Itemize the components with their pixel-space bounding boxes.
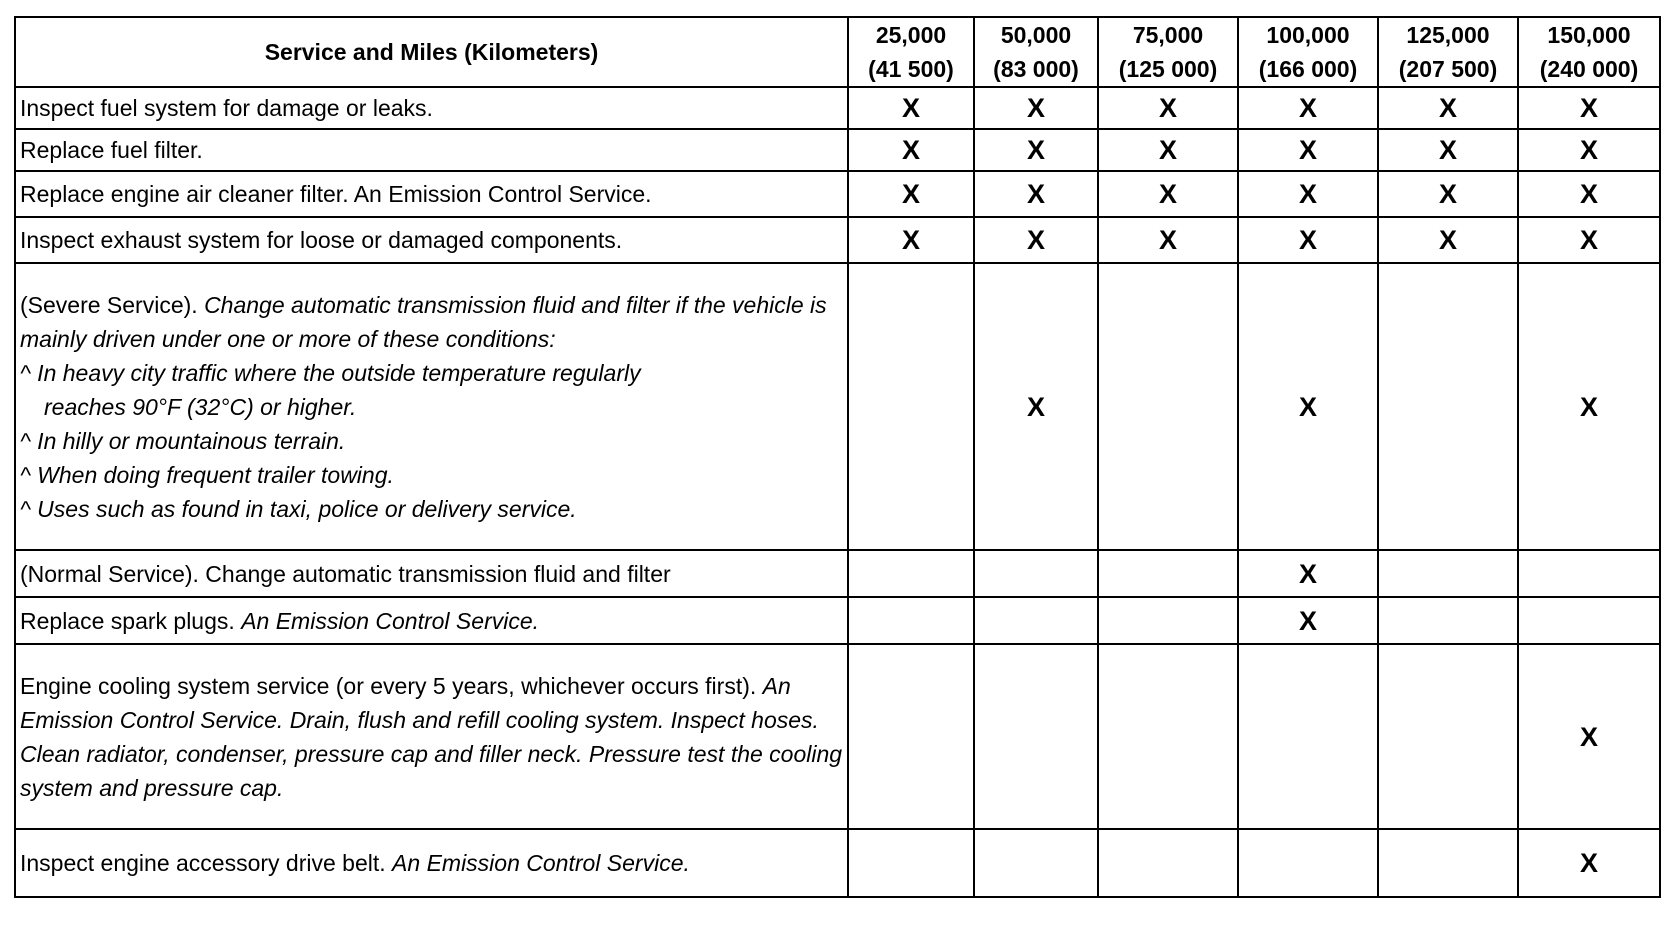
description-italic-text: An Emission Control Service. Drain, flush and refill cooling system. Inspect hoses. Clean radiator, condenser, pressure cap and filler neck. Pressure test the cooling system and pressure cap. [20,672,843,801]
interval-cell [974,644,1098,829]
check-mark-x: X [1158,135,1177,165]
check-mark-x: X [1158,225,1177,255]
interval-cell [848,550,974,597]
table-row [15,644,1660,829]
check-mark-x: X [1298,93,1317,123]
interval-cell [1378,550,1518,597]
description-text: Replace fuel filter. [20,137,203,163]
interval-cell [1378,217,1518,263]
description-text: Replace spark plugs. [20,607,242,634]
condition-item: ^ When doing frequent trailer towing. [20,461,394,488]
check-mark-x: X [901,225,920,255]
check-mark-x: X [901,179,920,209]
interval-cell [974,129,1098,171]
interval-cell [848,87,974,129]
interval-cell [1378,87,1518,129]
interval-cell [974,597,1098,644]
interval-cell [1518,87,1660,129]
interval-cell [1098,829,1238,897]
check-mark-x: X [1026,93,1045,123]
check-mark-x: X [1438,135,1457,165]
interval-cell [1238,129,1378,171]
description-text: Replace engine air cleaner filter. An Emission Control Service. [20,181,652,207]
interval-header: 150,000 (240 000) [1518,17,1660,87]
description-italic-text: An Emission Control Service. [392,850,690,876]
check-mark-x: X [901,135,920,165]
interval-header: 50,000 (83 000) [974,17,1098,87]
service-description [15,129,848,171]
interval-cell [1238,263,1378,550]
interval-cell [974,550,1098,597]
check-mark-x: X [1579,721,1598,752]
interval-cell [1098,263,1238,550]
check-mark-x: X [1579,93,1598,123]
check-mark-x: X [1298,135,1317,165]
interval-cell [1378,644,1518,829]
interval-cell [848,129,974,171]
interval-cell [848,263,974,550]
interval-cell [1378,263,1518,550]
description-text: (Severe Service). [20,291,205,318]
interval-header: 75,000 (125 000) [1098,17,1238,87]
check-mark-x: X [1298,179,1317,209]
description-text: Engine cooling system service (or every 5 years, whichever occurs first). [20,672,763,699]
service-description [15,597,848,644]
table-row [15,87,1660,129]
table-row [15,597,1660,644]
interval-header: 25,000 (41 500) [848,17,974,87]
interval-cell [1518,171,1660,217]
interval-cell [974,829,1098,897]
interval-cell [1238,597,1378,644]
description-text: Inspect exhaust system for loose or damaged components. [20,227,623,253]
service-description [15,263,848,550]
check-mark-x: X [1298,558,1317,589]
service-description [15,644,848,829]
check-mark-x: X [1026,135,1045,165]
check-mark-x: X [901,93,920,123]
check-mark-x: X [1026,391,1045,422]
interval-cell [1378,829,1518,897]
interval-cell [1098,129,1238,171]
condition-item: reaches 90°F (32°C) or higher. [44,393,357,420]
check-mark-x: X [1026,179,1045,209]
interval-header: 125,000 (207 500) [1378,17,1518,87]
interval-cell [1518,597,1660,644]
interval-cell [974,171,1098,217]
interval-cell [1238,87,1378,129]
interval-cell [974,217,1098,263]
check-mark-x: X [1298,605,1317,636]
description-text: Inspect fuel system for damage or leaks. [20,95,433,121]
interval-cell [1098,171,1238,217]
check-mark-x: X [1026,225,1045,255]
table-row [15,829,1660,897]
interval-cell [1378,597,1518,644]
interval-cell [1518,550,1660,597]
interval-cell [1518,829,1660,897]
interval-cell [1378,129,1518,171]
table-row [15,550,1660,597]
interval-cell [1098,597,1238,644]
table-row [15,171,1660,217]
description-italic-text: An Emission Control Service. [241,607,540,634]
condition-item: ^ In hilly or mountainous terrain. [20,427,346,454]
interval-cell [974,263,1098,550]
interval-cell [1098,87,1238,129]
interval-cell [848,644,974,829]
check-mark-x: X [1438,93,1457,123]
interval-cell [1238,171,1378,217]
header-row [15,17,1660,87]
check-mark-x: X [1579,135,1598,165]
interval-cell [1518,644,1660,829]
interval-cell [1518,129,1660,171]
check-mark-x: X [1438,225,1457,255]
service-description [15,87,848,129]
table-row [15,217,1660,263]
interval-cell [1098,644,1238,829]
service-description [15,829,848,897]
description-text: Inspect engine accessory drive belt. [20,850,393,876]
interval-cell [1238,217,1378,263]
service-description [15,217,848,263]
check-mark-x: X [1158,93,1177,123]
condition-item: ^ Uses such as found in taxi, police or delivery service. [20,495,577,522]
description-italic-text: Change automatic transmission fluid and filter if the vehicle is mainly driven under one or more of these conditions: [20,291,827,352]
interval-cell [1238,829,1378,897]
interval-cell [1238,644,1378,829]
check-mark-x: X [1579,179,1598,209]
check-mark-x: X [1579,225,1598,255]
service-description [15,550,848,597]
condition-item: ^ In heavy city traffic where the outside temperature regularly [20,359,641,386]
service-description [15,171,848,217]
check-mark-x: X [1298,391,1317,422]
interval-cell [1238,550,1378,597]
check-mark-x: X [1158,179,1177,209]
service-column-header: Service and Miles (Kilometers) [15,17,848,87]
interval-cell [848,217,974,263]
check-mark-x: X [1579,391,1598,422]
interval-cell [1098,550,1238,597]
interval-cell [1518,217,1660,263]
interval-cell [848,171,974,217]
interval-cell [1518,263,1660,550]
interval-cell [848,597,974,644]
table-row [15,263,1660,550]
check-mark-x: X [1438,179,1457,209]
check-mark-x: X [1579,848,1598,878]
interval-header: 100,000 (166 000) [1238,17,1378,87]
description-text: (Normal Service). Change automatic transmission fluid and filter [20,560,671,587]
check-mark-x: X [1298,225,1317,255]
interval-cell [848,829,974,897]
maintenance-schedule-table [14,16,1661,898]
interval-cell [974,87,1098,129]
interval-cell [1378,171,1518,217]
interval-cell [1098,217,1238,263]
table-row [15,129,1660,171]
